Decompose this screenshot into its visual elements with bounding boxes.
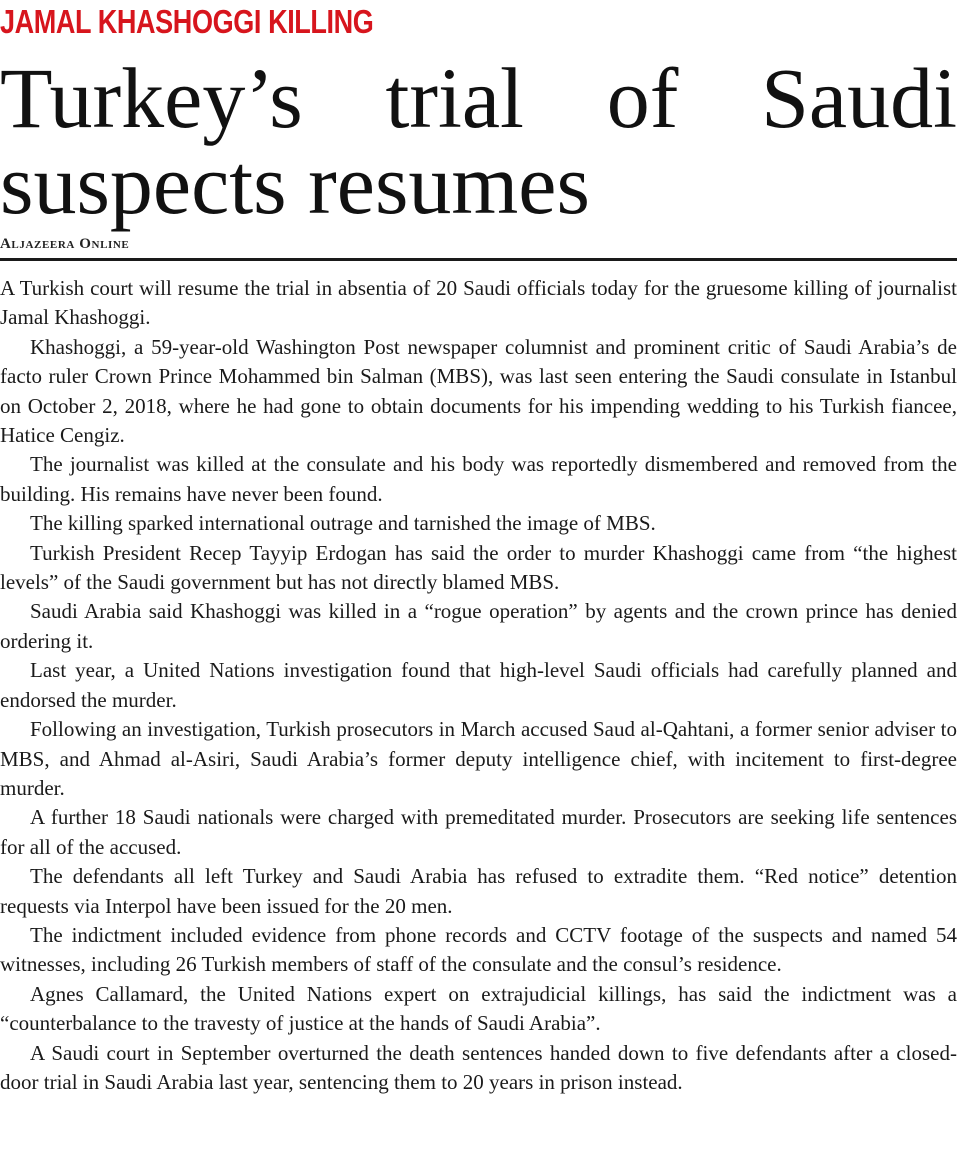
headline-word: trial (385, 50, 524, 146)
paragraph: Turkish President Recep Tayyip Erdogan has said the order to murder Khashoggi came from “the highest levels” of the Saudi government but has not directly blamed MBS. (0, 540, 957, 595)
paragraph: The killing sparked international outrage and tarnished the image of MBS. (30, 511, 656, 536)
paragraph: A Turkish court will resume the trial in absentia of 20 Saudi officials today for the gruesome killing of journalist Jamal Khashoggi. (0, 276, 957, 330)
paragraph: A Saudi court in September overturned the death sentences handed down to five defendants after a closed-door trial in Saudi Arabia last year, sentencing them to 20 years in prison instead. (0, 1040, 957, 1094)
section-kicker: JAMAL KHASHOGGI KILLING (0, 3, 374, 40)
paragraph: The journalist was killed at the consulate and his body was reportedly dismembered and removed from the building. His remains have never been found. (0, 452, 957, 506)
paragraph: Last year, a United Nations investigation found that high-level Saudi officials had carefully planned and endorsed the murder. (0, 658, 957, 712)
headline-line-2: suspects resumes (0, 136, 590, 232)
paragraph: A further 18 Saudi nationals were charged with premeditated murder. Prosecutors are seeking life sentences for all of the accused. (0, 805, 957, 859)
headline-line-1 (0, 50, 957, 146)
article-body (0, 274, 957, 1097)
headline-word: Saudi (761, 50, 957, 146)
paragraph: Following an investigation, Turkish prosecutors in March accused Saud al-Qahtani, a former senior adviser to MBS, and Ahmad al-Asiri, Saudi Arabia’s former deputy intelligence chief, with incitement to first-degree murder. (0, 717, 957, 800)
paragraph: Agnes Callamard, the United Nations expert on extrajudicial killings, has said the indictment was a “counterbalance to the travesty of justice at the hands of Saudi Arabia”. (0, 981, 957, 1036)
paragraph: The defendants all left Turkey and Saudi Arabia has refused to extradite them. “Red notice” detention requests via Interpol have been issued for the 20 men. (0, 864, 957, 918)
headline-word: of (606, 50, 679, 146)
paragraph: The indictment included evidence from phone records and CCTV footage of the suspects and named 54 witnesses, including 26 Turkish members of staff of the consulate and the consul’s residence. (0, 922, 957, 977)
headline (0, 50, 957, 232)
paragraph: Khashoggi, a 59-year-old Washington Post newspaper columnist and prominent critic of Saudi Arabia’s de facto ruler Crown Prince Mohammed bin Salman (MBS), was last seen entering the Saudi consulate in Istanbul on October 2, 2018, where he had gone to obtain documents for his impending wedding to his Turkish fiancee, Hatice Cengiz. (0, 334, 957, 448)
byline: Aljazeera Online (0, 236, 130, 252)
headline-word: Turkey’s (0, 50, 303, 146)
paragraph: Saudi Arabia said Khashoggi was killed in a “rogue operation” by agents and the crown prince has denied ordering it. (0, 599, 957, 653)
divider-rule (0, 258, 957, 261)
